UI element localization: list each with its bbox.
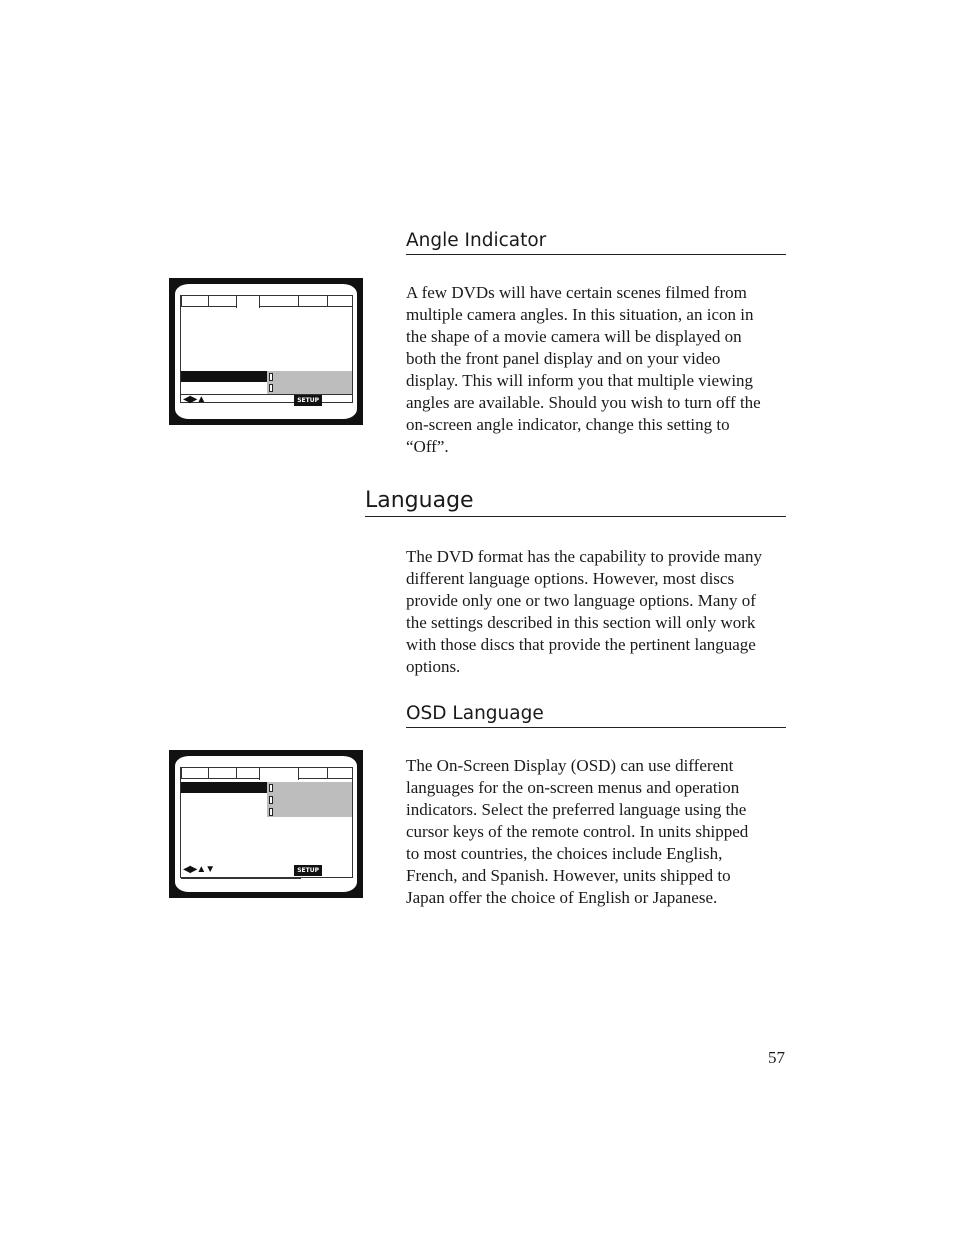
setup-menu (180, 295, 353, 403)
menu-tab-active (236, 295, 260, 308)
language-heading: Language (365, 488, 786, 517)
setup-menu (180, 767, 353, 878)
text-line: different language options. However, most discs (406, 569, 735, 588)
options-panel (267, 782, 352, 817)
text-line: on-screen angle indicator, change this setting to (406, 415, 730, 434)
angle-indicator-heading: Angle Indicator (406, 230, 786, 255)
tab-divider (298, 778, 352, 779)
text-line: The On-Screen Display (OSD) can use different (406, 756, 734, 775)
option-marker (269, 373, 273, 381)
options-panel (267, 371, 352, 394)
text-line: Japan offer the choice of English or Japanese. (406, 888, 718, 907)
text-line: indicators. Select the preferred language using the (406, 800, 747, 819)
text-line: both the front panel display and on your video (406, 349, 721, 368)
text-line: The DVD format has the capability to provide many (406, 547, 762, 566)
osd-language-heading: OSD Language (406, 703, 786, 728)
text-line: “Off”. (406, 437, 449, 456)
navigation-arrows-icon: ◀▶▲ (183, 394, 206, 405)
tab-divider (181, 306, 237, 307)
angle-indicator-body (406, 282, 788, 458)
option-marker (269, 784, 273, 792)
text-line: angles are available. Should you wish to turn off the (406, 393, 761, 412)
text-line: provide only one or two language options. Many of (406, 591, 756, 610)
text-line: multiple camera angles. In this situation, an icon in (406, 305, 754, 324)
option-marker (269, 808, 273, 816)
selected-row (181, 782, 267, 793)
menu-tab-active (259, 767, 299, 780)
text-line: the settings described in this section will only work (406, 613, 756, 632)
angle-indicator-screen-illustration (169, 278, 363, 425)
language-body (406, 546, 788, 678)
option-marker (269, 796, 273, 804)
text-line: with those discs that provide the pertinent language (406, 635, 756, 654)
setup-badge: SETUP (294, 865, 322, 876)
menu-divider (181, 878, 301, 879)
selected-row (181, 371, 267, 382)
menu-divider (181, 394, 352, 395)
text-line: options. (406, 657, 461, 676)
text-line: A few DVDs will have certain scenes filmed from (406, 283, 747, 302)
option-marker (269, 384, 273, 392)
text-line: languages for the on-screen menus and operation (406, 778, 740, 797)
osd-language-screen-illustration (169, 750, 363, 898)
osd-language-body (406, 755, 788, 909)
page-number: 57 (768, 1048, 785, 1067)
tab-divider (181, 778, 260, 779)
setup-badge: SETUP (294, 395, 322, 406)
text-line: cursor keys of the remote control. In units shipped (406, 822, 749, 841)
navigation-arrows-icon: ◀▶▲▼ (183, 864, 215, 875)
text-line: to most countries, the choices include English, (406, 844, 723, 863)
text-line: display. This will inform you that multiple viewing (406, 371, 754, 390)
text-line: the shape of a movie camera will be displayed on (406, 327, 742, 346)
text-line: French, and Spanish. However, units shipped to (406, 866, 731, 885)
tab-divider (259, 306, 352, 307)
